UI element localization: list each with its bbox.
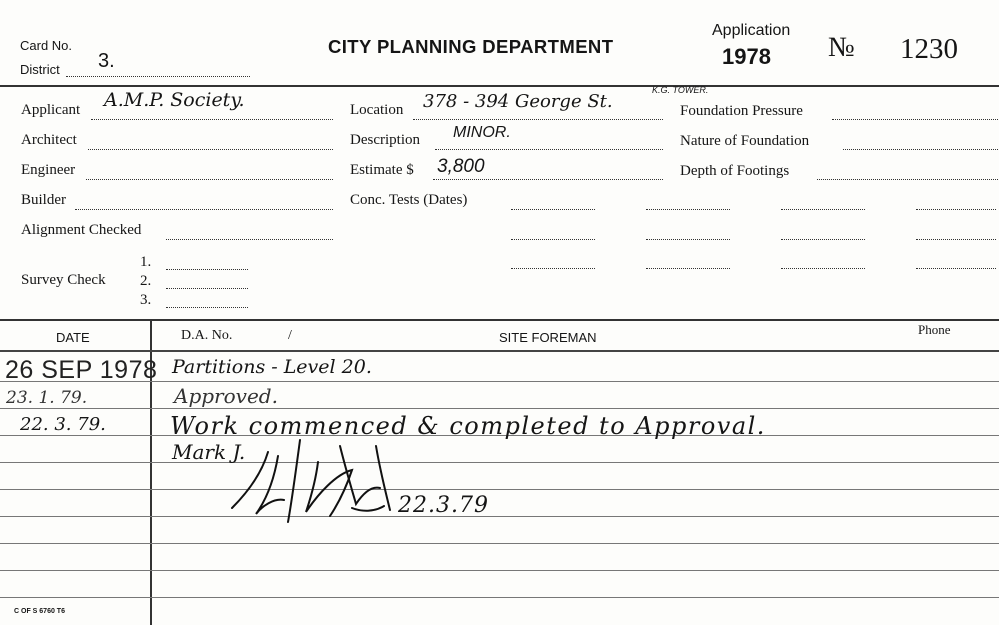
entry-date: 22. 3. 79. xyxy=(20,414,106,435)
card-no-label: Card No. xyxy=(20,38,73,53)
application-label: Application xyxy=(712,22,791,39)
district-label: District xyxy=(20,62,60,77)
da-no-header: D.A. No. xyxy=(181,328,233,343)
number-sign: № xyxy=(828,32,855,63)
description-label: Description xyxy=(350,132,420,148)
builder-label: Builder xyxy=(21,192,66,208)
conc-tests-label: Conc. Tests (Dates) xyxy=(350,192,468,208)
location-note: K.G. TOWER. xyxy=(652,85,709,95)
nature-foundation-label: Nature of Foundation xyxy=(680,133,810,149)
date-header: DATE xyxy=(56,330,90,345)
survey-label: Survey Check xyxy=(21,272,106,288)
site-foreman-header: SITE FOREMAN xyxy=(499,330,597,345)
estimate-label: Estimate $ xyxy=(350,162,414,178)
engineer-label: Engineer xyxy=(21,162,76,178)
location-label: Location xyxy=(350,102,404,118)
applicant-value: A.M.P. Society. xyxy=(104,89,245,111)
survey-number-1: 1. xyxy=(140,254,152,270)
entry-note: Work commenced & completed to Approval. xyxy=(170,412,766,440)
application-number: 1230 xyxy=(900,33,958,65)
form-code: C OF S 6760 T6 xyxy=(14,608,65,615)
estimate-value: 3,800 xyxy=(437,156,485,177)
description-value: MINOR. xyxy=(453,124,511,141)
entry-note: Partitions - Level 20. xyxy=(172,356,372,378)
district-value: 3. xyxy=(98,50,115,72)
alignment-label: Alignment Checked xyxy=(21,222,142,238)
entry-date-stamp: 26 SEP 1978 xyxy=(5,356,158,384)
applicant-label: Applicant xyxy=(21,102,81,118)
signature-date: 22.3.79 xyxy=(398,493,489,518)
location-value: 378 - 394 George St. xyxy=(423,91,613,112)
da-slash: / xyxy=(288,328,292,343)
application-year: 1978 xyxy=(722,44,771,69)
department-title: CITY PLANNING DEPARTMENT xyxy=(328,36,614,57)
depth-footings-label: Depth of Footings xyxy=(680,163,790,179)
foundation-pressure-label: Foundation Pressure xyxy=(680,103,803,119)
survey-number-2: 2. xyxy=(140,273,152,289)
entry-note: Mark J. xyxy=(172,440,246,464)
phone-header: Phone xyxy=(918,322,951,337)
architect-label: Architect xyxy=(21,132,77,148)
entry-date: 23. 1. 79. xyxy=(6,388,88,408)
survey-number-3: 3. xyxy=(140,292,152,308)
entry-note: Approved. xyxy=(174,384,278,408)
